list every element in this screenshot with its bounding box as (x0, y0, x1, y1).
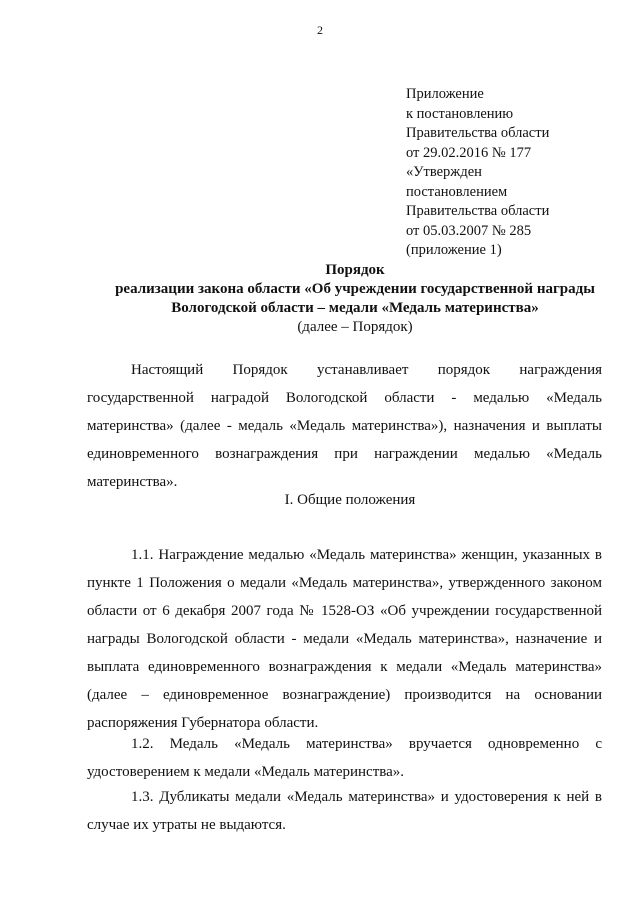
approval-line: постановлением (406, 183, 508, 200)
approval-line: Правительства области (406, 125, 550, 141)
page-number: 2 (317, 23, 323, 37)
approval-line: Правительства области (406, 203, 550, 219)
approval-line: от 29.02.2016 № 177 (406, 144, 532, 161)
approval-line: (приложение 1) (406, 242, 502, 258)
approval-block (406, 85, 549, 261)
title-line: Вологодской области – медали «Медаль материнства» (171, 300, 539, 316)
paragraph-1-3: 1.3. Дубликаты медали «Медаль материнства» и удостоверения к ней в случае их утраты не выдаются. (87, 789, 602, 833)
intro-paragraph: Настоящий Порядок устанавливает порядок награждения государственной наградой Вологодской области - медалью «Медаль материнства» (далее - медаль «Медаль материнства»), назначения и выплаты единовременного вознаграждения при награждении медалью «Медаль материнства». (87, 362, 602, 490)
paragraph-1-2: 1.2. Медаль «Медаль материнства» вручается одновременно с удостоверением к медали «Медаль материнства». (87, 736, 602, 780)
section-heading: I. Общие положения (284, 492, 416, 508)
approval-line: «Утвержден (406, 164, 482, 180)
approval-line: Приложение (406, 86, 484, 102)
paragraph-1-1: 1.1. Награждение медалью «Медаль материнства» женщин, указанных в пункте 1 Положения о медали «Медаль материнства», утвержденного законом области от 6 декабря 2007 года № 1528-ОЗ «Об учреждении государственной награды Вологодской области - медали «Медаль материнства», назначение и выплата единовременного вознаграждения к медали «Медаль материнства» (далее – единовременное вознаграждение) производится на основании распоряжения Губернатора области. (87, 547, 602, 731)
approval-line: от 05.03.2007 № 285 (406, 222, 532, 239)
title-line: реализации закона области «Об учреждении государственной награды (115, 281, 595, 297)
title-subtitle: (далее – Порядок) (297, 319, 413, 335)
title-heading: Порядок (325, 262, 385, 278)
approval-line: к постановлению (406, 105, 514, 122)
document-title (60, 261, 640, 337)
